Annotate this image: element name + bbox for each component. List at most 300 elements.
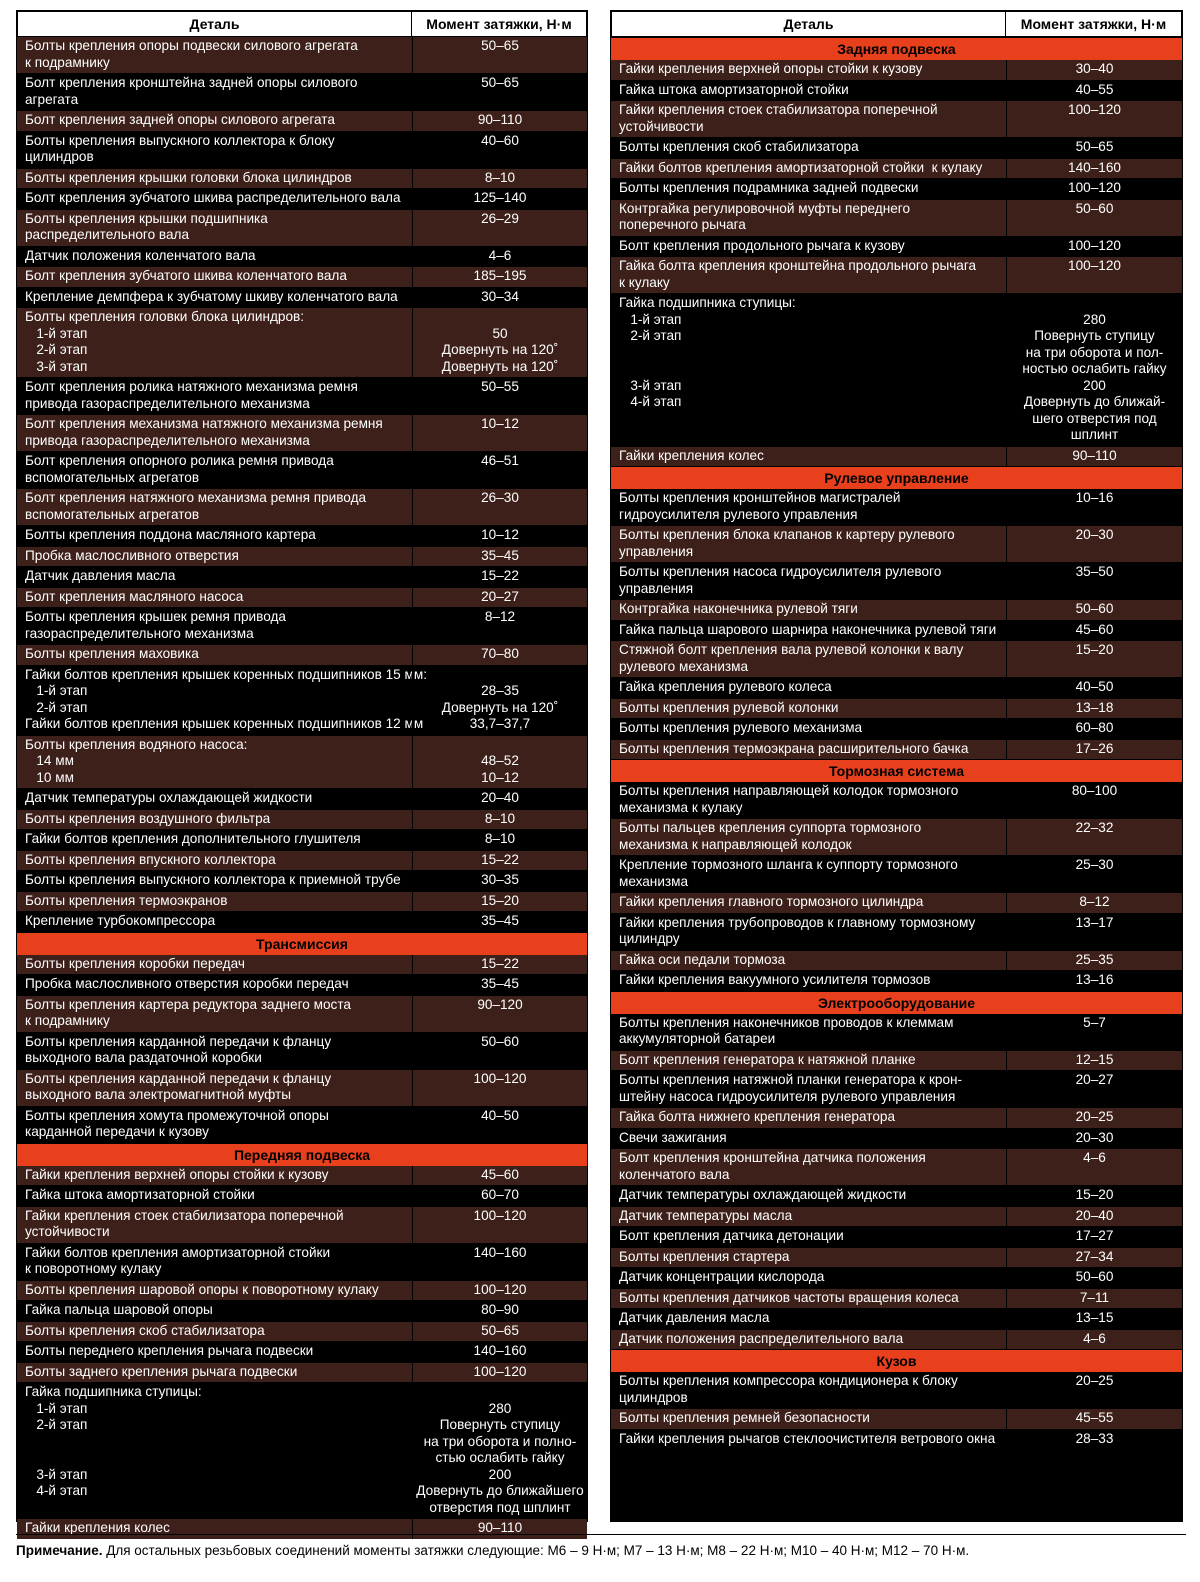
torque-value: 4–6 <box>488 247 512 263</box>
detail-line: вспомогательных агрегатов <box>25 469 200 485</box>
torque-value: 50–65 <box>481 1322 519 1338</box>
torque-value: Довернуть до ближайшего <box>416 1483 584 1498</box>
footnote <box>16 1534 1186 1558</box>
detail-line: механизма <box>619 873 689 889</box>
detail-line: 3-й этап <box>619 377 682 393</box>
torque-cell <box>1006 1227 1182 1247</box>
detail-cell <box>17 452 412 488</box>
detail-cell <box>17 288 412 308</box>
torque-cell <box>1006 81 1182 101</box>
detail-line: Болт крепления датчика детонации <box>619 1228 844 1243</box>
torque-cell <box>1006 678 1182 698</box>
table-row <box>611 199 1182 236</box>
torque-cell <box>412 1301 587 1321</box>
detail-line: устойчивости <box>25 1224 110 1239</box>
detail-line: Болт крепления генератора к натяжной планке <box>619 1051 916 1067</box>
table-row <box>17 377 587 414</box>
table-row <box>611 1226 1182 1247</box>
detail-line: 3-й этап <box>25 358 88 374</box>
torque-value: 15–20 <box>1075 1187 1114 1202</box>
torque-value: 25–30 <box>1075 857 1114 872</box>
torque-cell <box>1006 1289 1182 1309</box>
torque-value: 20–27 <box>481 588 519 604</box>
detail-line: Пробка маслосливного отверстия коробки передач <box>25 976 349 991</box>
torque-value: 45–60 <box>481 1166 519 1182</box>
torque-value: 15–22 <box>481 568 519 583</box>
detail-line: коленчатого вала <box>619 1166 730 1182</box>
torque-value: 100–120 <box>473 1281 527 1297</box>
detail-cell <box>17 1207 412 1243</box>
torque-value: 20–25 <box>1075 1373 1114 1388</box>
detail-line: Болты крепления скоб стабилизатора <box>619 139 859 154</box>
torque-cell <box>412 830 587 850</box>
detail-line: 4-й этап <box>619 394 682 409</box>
table-row <box>17 809 587 830</box>
detail-line: 4-й этап <box>25 1483 88 1498</box>
detail-cell <box>17 1281 412 1301</box>
torque-value: 35–45 <box>481 976 519 991</box>
detail-line: Болт крепления продольного рычага к кузову <box>619 237 905 253</box>
torque-cell <box>412 1207 587 1243</box>
torque-value: 13–18 <box>1075 699 1114 715</box>
detail-line: Болт крепления задней опоры силового агрегата <box>25 112 335 127</box>
table-row <box>17 995 587 1032</box>
torque-value: 90–110 <box>477 1520 523 1535</box>
table-row <box>611 158 1182 179</box>
torque-cell <box>1006 1149 1182 1185</box>
detail-line: механизма к направляющей колодок <box>619 836 852 852</box>
detail-line: Болт крепления натяжного механизма ремня привода <box>25 490 367 505</box>
detail-line: устойчивости <box>619 118 704 134</box>
torque-cell <box>1006 641 1182 677</box>
detail-cell <box>611 200 1006 236</box>
detail-line: 2-й этап <box>25 342 88 357</box>
torque-value: 185–195 <box>473 268 527 283</box>
torque-value: Довернуть на 120˚ <box>441 699 559 715</box>
torque-cell <box>1006 1330 1182 1350</box>
torque-value: 26–30 <box>481 490 519 505</box>
torque-cell <box>412 588 587 608</box>
detail-line: Гайка подшипника ступицы: <box>25 1384 202 1399</box>
detail-line <box>25 1500 412 1517</box>
table-row <box>17 73 587 110</box>
torque-value: 45–55 <box>1075 1410 1114 1425</box>
detail-cell <box>17 74 412 110</box>
torque-value: 125–140 <box>473 190 527 205</box>
detail-line: 3-й этап <box>25 1466 88 1482</box>
table-row <box>17 891 587 912</box>
torque-cell <box>1006 60 1182 80</box>
detail-line: Гайка штока амортизаторной стойки <box>25 1187 255 1202</box>
detail-cell <box>611 101 1006 137</box>
detail-line: Болты крепления выпускного коллектора к блоку <box>25 132 335 148</box>
detail-cell <box>17 608 412 644</box>
detail-line: Гайки крепления колес <box>619 447 764 463</box>
table-row <box>611 950 1182 971</box>
detail-line: 14 мм <box>25 753 74 768</box>
torque-cell <box>412 189 587 209</box>
torque-cell <box>412 871 587 891</box>
torque-value: 20–27 <box>1075 1072 1114 1087</box>
torque-value: 40–55 <box>1075 81 1114 97</box>
detail-cell <box>611 951 1006 971</box>
torque-cell <box>412 1070 587 1106</box>
torque-value: 28–35 <box>481 683 519 698</box>
torque-cell <box>412 996 587 1032</box>
detail-cell <box>17 588 412 608</box>
detail-cell <box>611 1372 1006 1408</box>
detail-line: Болты крепления карданной передачи к фланцу <box>25 1070 332 1086</box>
torque-cell <box>1006 138 1182 158</box>
torque-cell <box>1006 1248 1182 1268</box>
torque-cell <box>1006 101 1182 137</box>
table-row <box>17 1362 587 1383</box>
torque-value: 8–12 <box>1079 894 1110 909</box>
detail-line: штейну насоса гидроусилителя рулевого управления <box>619 1088 956 1104</box>
detail-cell <box>611 914 1006 950</box>
torque-value: 40–50 <box>481 1107 519 1123</box>
table-row <box>611 1408 1182 1429</box>
detail-line: Стяжной болт крепления вала рулевой колонки к валу <box>619 642 964 657</box>
detail-cell <box>17 666 427 735</box>
detail-cell <box>17 810 412 830</box>
detail-line: Болты крепления опоры подвески силового агрегата <box>25 38 358 53</box>
detail-cell <box>17 1342 412 1362</box>
torque-cell <box>412 666 587 735</box>
torque-cell <box>1006 951 1182 971</box>
detail-line: Болты крепления направляющей колодок тормозного <box>619 783 959 798</box>
detail-cell <box>17 1107 412 1143</box>
detail-cell <box>611 60 1006 80</box>
torque-value: 90–110 <box>477 112 523 127</box>
detail-line: Болты крепления карданной передачи к фланцу <box>25 1033 332 1049</box>
torque-cell <box>412 247 587 267</box>
detail-line: Болты пальцев крепления суппорта тормозного <box>619 820 922 835</box>
detail-cell <box>17 489 412 525</box>
detail-line: агрегата <box>25 91 79 107</box>
detail-line: Болты крепления блока клапанов к картеру рулевого <box>619 527 955 542</box>
torque-cell <box>412 1363 587 1383</box>
torque-value: 22–32 <box>1075 820 1114 835</box>
torque-value: 12–15 <box>1075 1051 1114 1067</box>
detail-line: Болты крепления поддона масляного картера <box>25 527 316 542</box>
torque-cell <box>1006 621 1182 641</box>
detail-cell <box>611 1149 1006 1185</box>
torque-value: 70–80 <box>481 646 519 661</box>
torque-value: 60–80 <box>1075 720 1114 735</box>
detail-cell <box>611 1051 1006 1071</box>
detail-cell <box>611 782 1006 818</box>
detail-cell <box>611 1071 1006 1107</box>
detail-line: Гайки болтов крепления дополнительного глушителя <box>25 831 361 846</box>
detail-line: Гайка оси педали тормоза <box>619 951 786 967</box>
table-row <box>611 293 1182 446</box>
detail-line: Болты крепления крышки подшипника <box>25 210 268 226</box>
section-header: Электрооборудование <box>611 991 1182 1014</box>
torque-cell <box>1006 563 1182 599</box>
table-row <box>611 892 1182 913</box>
detail-line: Болты крепления ремней безопасности <box>619 1410 870 1425</box>
torque-value: 20–25 <box>1075 1109 1114 1124</box>
detail-cell <box>611 819 1006 855</box>
torque-value: 280 <box>488 1400 512 1416</box>
torque-cell <box>412 645 587 665</box>
torque-value: 50–60 <box>1075 1269 1114 1284</box>
detail-cell <box>611 294 1006 446</box>
table-row <box>17 1185 587 1206</box>
detail-cell <box>611 971 1006 991</box>
torque-cell <box>412 210 587 246</box>
detail-line <box>619 411 1006 428</box>
header-torque: Момент затяжки, Н·м <box>1020 16 1167 32</box>
detail-cell <box>17 871 412 891</box>
torque-value: 8–10 <box>484 169 516 185</box>
table-row <box>611 620 1182 641</box>
table-row <box>611 1429 1182 1450</box>
detail-line: Болты крепления шаровой опоры к поворотному кулаку <box>25 1281 379 1297</box>
table-row <box>17 307 587 377</box>
torque-cell <box>412 74 587 110</box>
detail-cell <box>611 699 1006 719</box>
detail-line: Болт крепления кронштейна датчика положения <box>619 1150 926 1165</box>
torque-value: шего отверстия под <box>1032 410 1157 426</box>
torque-cell <box>412 378 587 414</box>
torque-value: 100–120 <box>1068 102 1121 117</box>
detail-cell <box>17 1363 412 1383</box>
detail-cell <box>17 1186 412 1206</box>
table-row <box>611 913 1182 950</box>
torque-value: 5–7 <box>1083 1014 1106 1030</box>
table-row <box>17 1382 587 1518</box>
torque-cell <box>412 1342 587 1362</box>
torque-value: 60–70 <box>481 1187 519 1202</box>
torque-cell <box>412 1383 587 1518</box>
table-row <box>611 1372 1182 1408</box>
detail-line: цилиндров <box>619 1389 688 1405</box>
detail-line: Болты крепления головки блока цилиндров: <box>25 309 305 324</box>
table-row <box>611 525 1182 562</box>
torque-cell <box>412 1166 587 1186</box>
torque-value: 140–160 <box>1068 159 1121 175</box>
detail-line: Гайка болта нижнего крепления генератора <box>619 1109 896 1124</box>
torque-value: Повернуть ступицу <box>1034 328 1155 343</box>
detail-cell <box>17 267 412 287</box>
torque-cell <box>1006 179 1182 199</box>
torque-cell <box>412 37 587 73</box>
right-table-body <box>611 37 1182 1449</box>
torque-value: стью ослабить гайку <box>435 1450 565 1465</box>
torque-cell <box>412 132 587 168</box>
torque-cell <box>1006 699 1182 719</box>
torque-value: 27–34 <box>1075 1248 1114 1264</box>
detail-cell <box>611 138 1006 158</box>
torque-value: 100–120 <box>1068 258 1121 273</box>
table-row <box>17 1206 587 1243</box>
detail-line: гидроусилителя рулевого управления <box>619 506 858 522</box>
detail-line: аккумуляторной батареи <box>619 1031 776 1046</box>
table-row <box>611 1247 1182 1268</box>
torque-value: 15–20 <box>1075 642 1114 657</box>
torque-cell <box>412 567 587 587</box>
torque-value: 10–16 <box>1075 490 1114 505</box>
left-table-header <box>17 11 587 37</box>
torque-cell <box>1006 257 1182 293</box>
detail-cell <box>611 621 1006 641</box>
torque-value: 100–120 <box>1068 180 1121 195</box>
detail-cell <box>17 892 412 912</box>
section-header: Задняя подвеска <box>611 37 1182 60</box>
torque-cell <box>1006 1207 1182 1227</box>
torque-value: 140–160 <box>473 1343 527 1358</box>
header-detail: Деталь <box>18 12 412 36</box>
detail-line <box>619 427 1006 444</box>
detail-line: Болты крепления воздушного фильтра <box>25 810 271 826</box>
torque-value: 35–45 <box>481 547 519 563</box>
torque-value: 100–120 <box>473 1070 527 1086</box>
right-table-header <box>611 11 1182 37</box>
torque-value: 30–34 <box>481 288 519 304</box>
table-row <box>17 287 587 308</box>
torque-cell <box>1006 819 1182 855</box>
detail-line <box>25 1434 412 1451</box>
detail-cell <box>611 1129 1006 1149</box>
table-row <box>611 782 1182 818</box>
detail-line: Свечи зажигания <box>619 1129 727 1145</box>
table-row <box>17 974 587 995</box>
torque-value: 50 <box>492 325 508 341</box>
detail-cell <box>17 567 412 587</box>
detail-line: Болты крепления кронштейнов магистралей <box>619 490 901 505</box>
torque-cell <box>1006 1108 1182 1128</box>
table-row <box>611 677 1182 698</box>
table-row <box>611 489 1182 525</box>
table-row <box>17 1243 587 1280</box>
table-row <box>611 236 1182 257</box>
header-torque: Момент затяжки, Н·м <box>426 16 572 32</box>
table-row <box>611 80 1182 101</box>
table-row <box>611 739 1182 760</box>
table-row <box>611 1288 1182 1309</box>
detail-line: 10 мм <box>25 769 74 785</box>
torque-cell <box>1006 1372 1182 1408</box>
detail-cell <box>17 1166 412 1186</box>
table-row <box>17 1300 587 1321</box>
torque-value: 13–17 <box>1075 914 1114 930</box>
torque-value: 140–160 <box>473 1244 527 1260</box>
torque-cell <box>412 267 587 287</box>
detail-cell <box>17 169 412 189</box>
torque-value: 50–65 <box>481 38 519 53</box>
torque-cell <box>1006 1430 1182 1450</box>
detail-cell <box>611 1409 1006 1429</box>
detail-line: Болты крепления коробки передач <box>25 955 245 971</box>
table-row <box>17 451 587 488</box>
torque-cell <box>1006 447 1182 467</box>
torque-cell <box>412 489 587 525</box>
detail-cell <box>17 912 412 932</box>
detail-line: Датчик температуры масла <box>619 1207 793 1223</box>
torque-cell <box>412 975 587 995</box>
detail-line: к поворотному кулаку <box>25 1261 162 1276</box>
detail-line: Гайки крепления рычагов стеклоочистителя ветрового окна <box>619 1430 996 1446</box>
detail-line: цилиндру <box>619 931 680 946</box>
detail-line: Болты крепления впускного коллектора <box>25 851 276 867</box>
torque-value: 4–6 <box>1083 1150 1106 1165</box>
torque-value: 80–100 <box>1071 783 1118 798</box>
torque-value: 25–35 <box>1075 951 1114 967</box>
torque-value: 20–40 <box>481 790 519 805</box>
torque-cell <box>1006 1309 1182 1329</box>
table-row <box>17 188 587 209</box>
detail-line: управления <box>619 543 694 559</box>
detail-line: Контргайка наконечника рулевой тяги <box>619 601 858 616</box>
torque-value <box>1007 295 1182 312</box>
detail-line: Болты крепления стартера <box>619 1248 790 1264</box>
table-row <box>17 1280 587 1301</box>
table-row <box>17 266 587 287</box>
detail-line: Датчик давления масла <box>619 1310 770 1325</box>
detail-line: Датчик положения распределительного вала <box>619 1330 904 1346</box>
torque-value: 15–22 <box>481 955 519 971</box>
table-row <box>611 1329 1182 1350</box>
torque-value: 90–120 <box>477 996 523 1012</box>
table-row <box>17 488 587 525</box>
table-row <box>611 1014 1182 1050</box>
detail-cell <box>17 526 412 546</box>
torque-value: 20–40 <box>1075 1207 1114 1223</box>
detail-line: Пробка маслосливного отверстия <box>25 547 239 563</box>
torque-value: 4–6 <box>1083 1330 1106 1346</box>
detail-line: Датчик температуры охлаждающей жидкости <box>619 1187 907 1202</box>
detail-line: Гайки крепления верхней опоры стойки к кузову <box>25 1166 329 1182</box>
detail-cell <box>611 600 1006 620</box>
torque-value: 100–120 <box>473 1363 527 1379</box>
torque-cell <box>412 308 587 377</box>
torque-cell <box>412 892 587 912</box>
torque-value: 15–22 <box>481 851 519 867</box>
torque-value: 50–60 <box>481 1033 519 1049</box>
detail-cell <box>611 740 1006 760</box>
table-row <box>17 644 587 665</box>
torque-value: 13–15 <box>1075 1310 1114 1325</box>
table-row <box>611 1070 1182 1107</box>
detail-cell <box>17 1383 412 1518</box>
torque-cell <box>412 547 587 567</box>
detail-cell <box>17 830 412 850</box>
torque-value: 8–12 <box>484 609 516 624</box>
detail-line: Крепление тормозного шланга к суппорту тормозного <box>619 857 958 872</box>
torque-cell <box>1006 489 1182 525</box>
torque-cell <box>412 912 587 932</box>
detail-cell <box>611 489 1006 525</box>
table-row <box>611 599 1182 620</box>
torque-cell <box>412 452 587 488</box>
torque-cell <box>1006 294 1182 446</box>
detail-line: Датчик давления масла <box>25 568 176 583</box>
table-row <box>611 60 1182 80</box>
detail-cell <box>611 526 1006 562</box>
detail-line: выходного вала раздаточной коробки <box>25 1050 262 1065</box>
detail-cell <box>611 179 1006 199</box>
detail-line: Гайки болтов крепления крышек коренных подшипников 15 мм: <box>25 666 427 682</box>
detail-line: Болты крепления маховика <box>25 646 199 661</box>
table-row <box>17 911 587 932</box>
torque-cell <box>412 1033 587 1069</box>
detail-line: карданной передачи к кузову <box>25 1124 209 1139</box>
torque-value: 35–50 <box>1075 564 1114 579</box>
torque-cell <box>412 851 587 871</box>
torque-value: 17–26 <box>1075 740 1114 756</box>
